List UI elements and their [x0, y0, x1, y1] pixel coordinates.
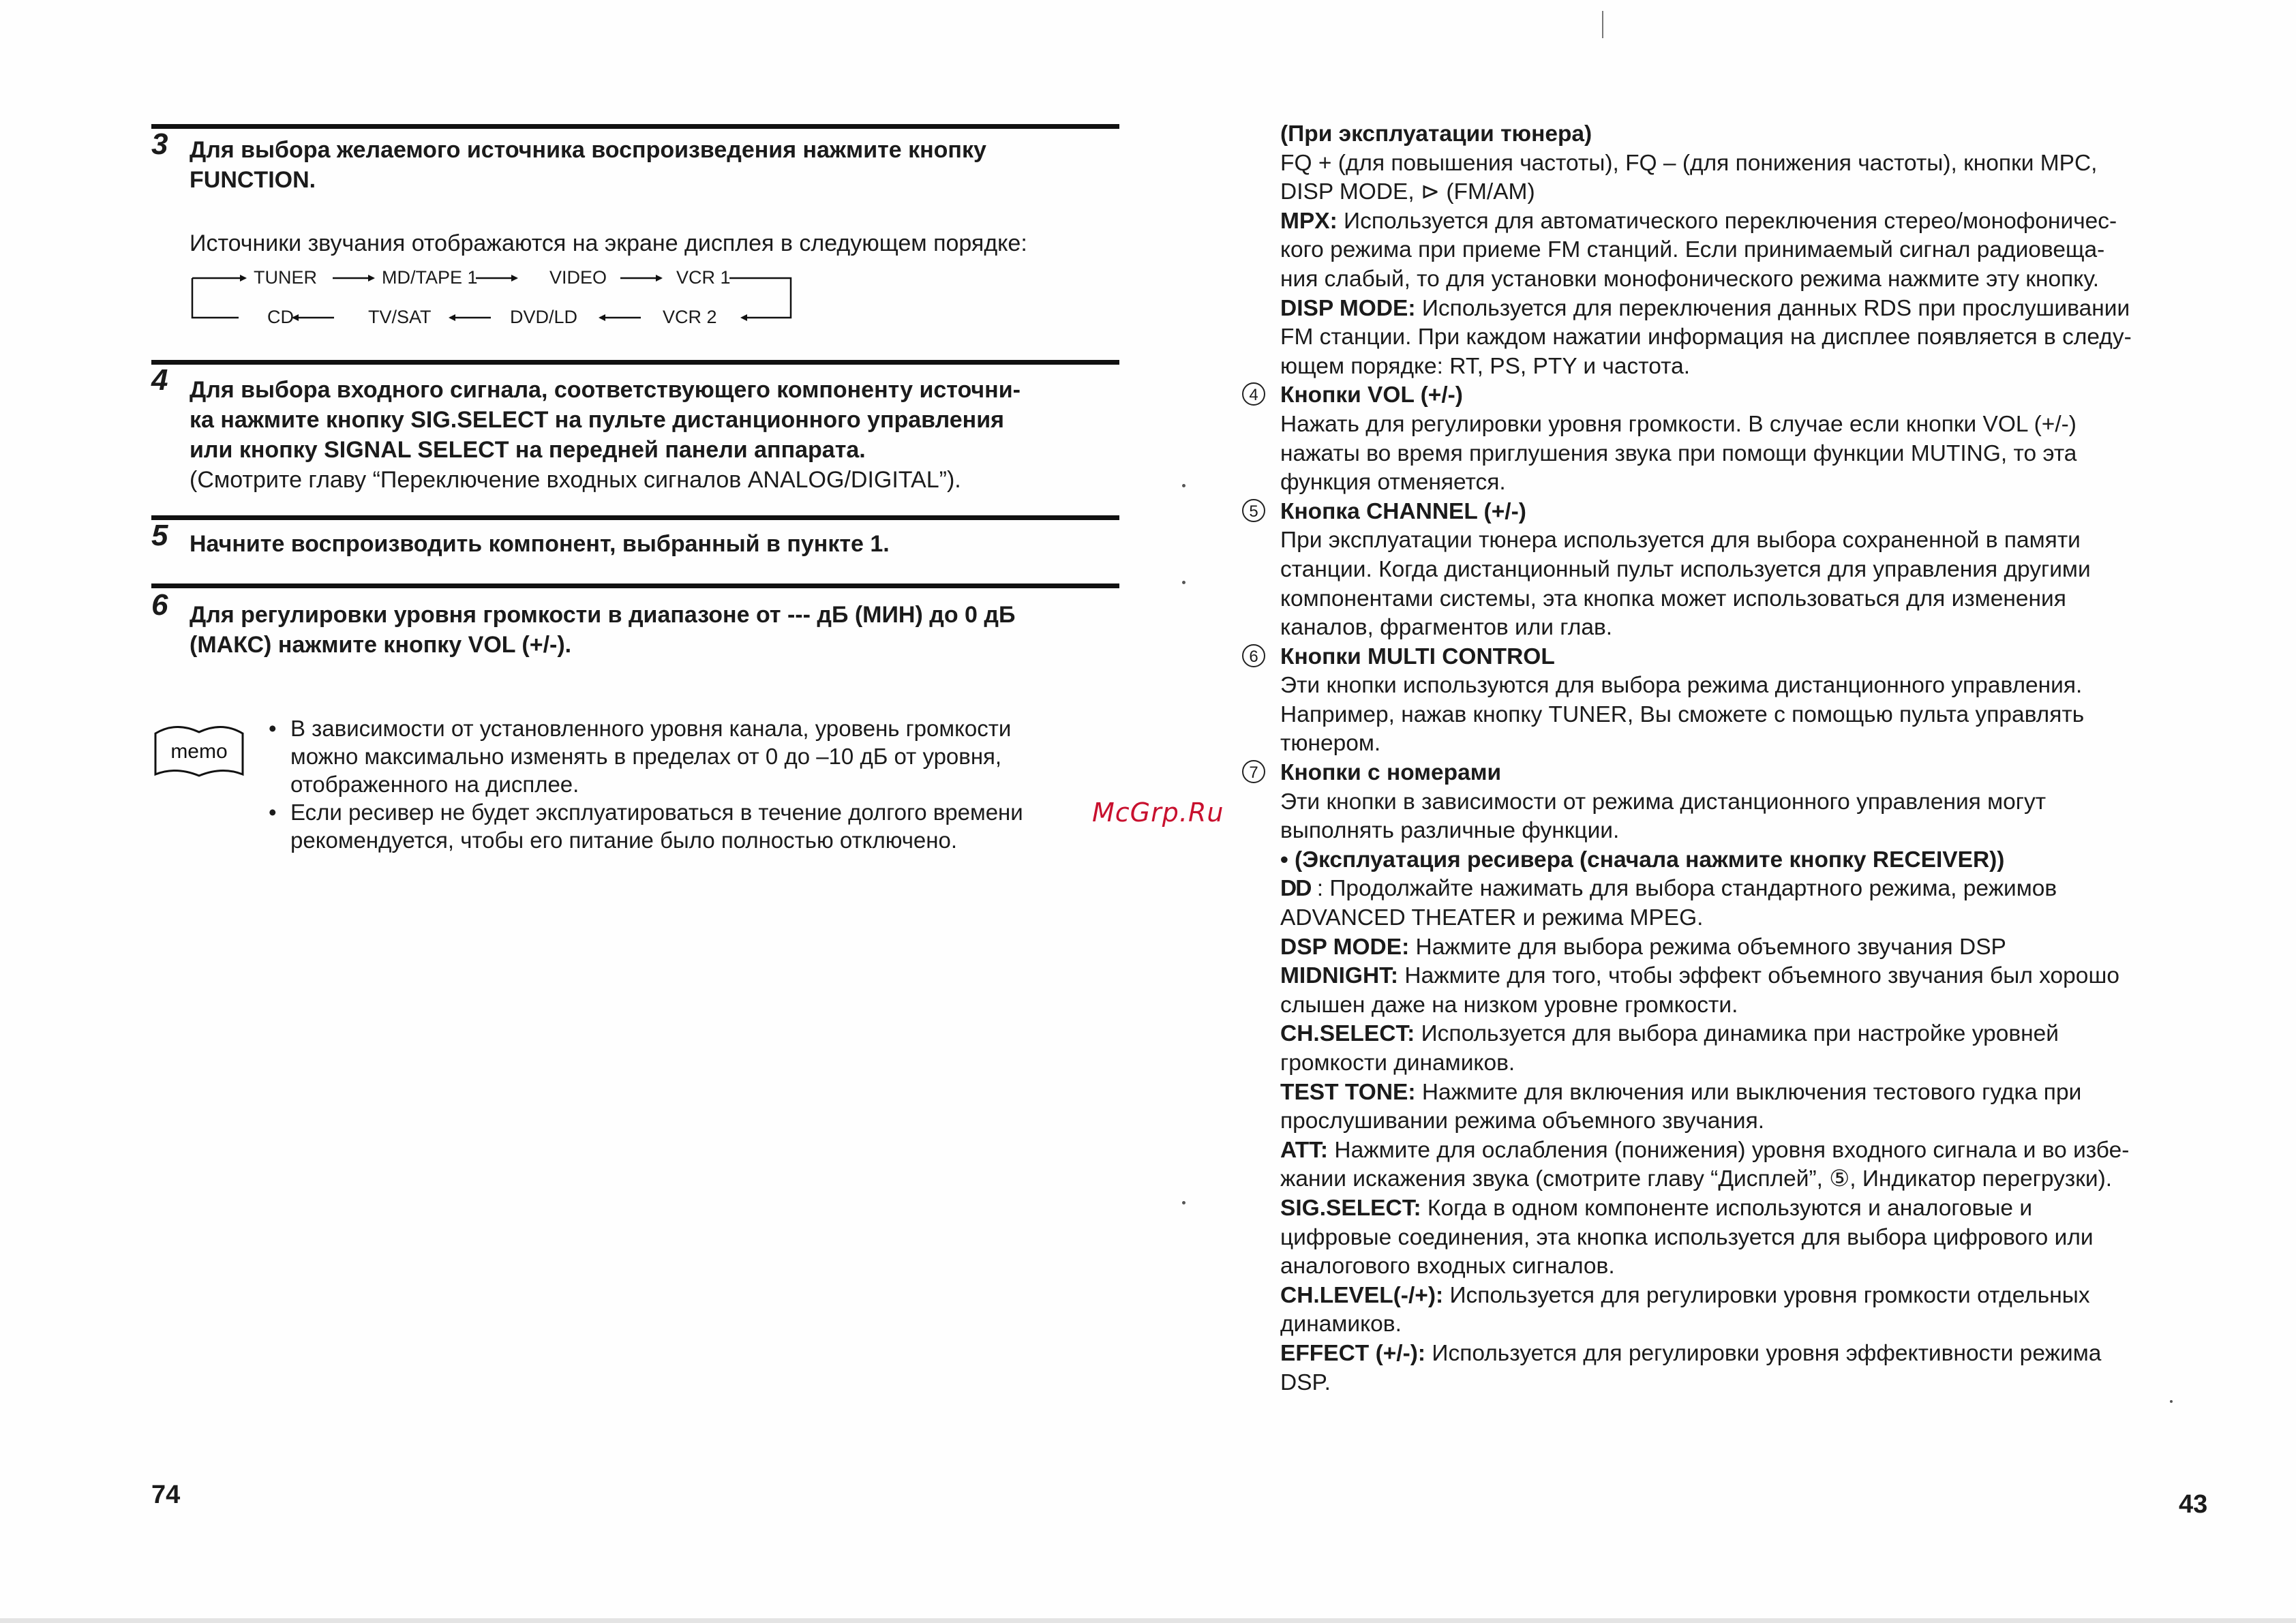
dsp-mode-line1: Нажмите для выбора режима объемного звучания DSP: [1409, 934, 2006, 960]
item-7-line2: выполнять различные функции.: [1280, 818, 1620, 844]
att-line2: жании искажения звука (смотрите главу “Дисплей”, ⑤, Индикатор перегрузки).: [1280, 1166, 2113, 1192]
midnight-line1: Нажмите для того, чтобы эффект объемного звучания был хорошо: [1398, 963, 2119, 989]
memo-notes: [266, 714, 1111, 854]
disp-mode-line3: ющем порядке: RT, PS, PTY и частота.: [1280, 353, 1691, 379]
sig-select-line3: аналогового входных сигналов.: [1280, 1254, 1615, 1279]
flow-bottom-3: DVD/LD: [510, 307, 578, 327]
item-5-number: 5: [1242, 499, 1265, 522]
item-4-line3: функция отменяется.: [1280, 470, 1506, 496]
att-line1: Нажмите для ослабления (понижения) уровня входного сигнала и во избе-: [1328, 1137, 2130, 1163]
step5-number: 5: [151, 519, 168, 552]
memo-bullet-1-line1: • В зависимости от установленного уровня канала, уровень громкости: [290, 716, 1012, 741]
step4-line2: ка нажмите кнопку SIG.SELECT на пульте дистанционного управления: [190, 407, 1004, 433]
item-5-line4: каналов, фрагментов или глав.: [1280, 615, 1613, 641]
item-5-line1: При эксплуатации тюнера используется для выбора сохраненной в памяти: [1280, 528, 2081, 553]
receiver-heading: • (Эксплуатация ресивера (сначала нажмите кнопку RECEIVER)): [1280, 847, 2005, 873]
step6-rule: [151, 583, 1119, 588]
ch-select-line2: громкости динамиков.: [1280, 1050, 1515, 1076]
step4-text: [190, 375, 1123, 495]
step4-number: 4: [151, 363, 168, 397]
memo-bullet-1: [266, 714, 1111, 798]
step6-line1: Для регулировки уровня громкости в диапазоне от --- дБ (МИН) до 0 дБ: [190, 602, 1016, 628]
step3-line1: Для выбора желаемого источника воспроизведения нажмите кнопку: [190, 137, 986, 163]
mpx-line3: ния слабый, то для установки монофонического режима нажмите эту кнопку.: [1280, 266, 2100, 292]
right-page-number: 43: [2179, 1490, 2208, 1519]
step6-number: 6: [151, 588, 168, 622]
right-page: [1249, 120, 2228, 1397]
dsp-mode-label: DSP MODE:: [1280, 934, 1410, 960]
item-6-line3: тюнером.: [1280, 731, 1381, 757]
test-tone-line1: Нажмите для включения или выключения тестового гудка при: [1415, 1079, 2082, 1105]
item-5-heading: Кнопка CHANNEL (+/-): [1280, 498, 1526, 524]
mpx-line2: кого режима при приеме FM станций. Если принимаемый сигнал радиовеща-: [1280, 237, 2105, 263]
watermark-link[interactable]: McGrp.Ru: [1092, 798, 1224, 828]
ch-select-line1: Используется для выбора динамика при настройке уровней: [1415, 1021, 2059, 1047]
item-7-line1: Эти кнопки в зависимости от режима дистанционного управления могут: [1280, 789, 2046, 815]
step3-rule: [151, 124, 1119, 129]
midnight-line2: слышен даже на низком уровне громкости.: [1280, 992, 1738, 1018]
dd-line2: ADVANCED THEATER и режима MPEG.: [1280, 905, 1704, 931]
ch-level-label: CH.LEVEL(-/+):: [1280, 1282, 1444, 1308]
memo-bullet-2: [266, 798, 1111, 854]
item-5-line2: станции. Когда дистанционный пульт используется для управления другими: [1280, 556, 2091, 582]
memo-label: memo: [170, 740, 228, 763]
fold-mark: [1602, 11, 1603, 38]
step5-text: [190, 529, 1117, 559]
step5-rule: [151, 515, 1119, 520]
item-4-heading: Кнопки VOL (+/-): [1280, 382, 1463, 408]
dd-line1: : Продолжайте нажимать для выбора стандартного режима, режимов: [1310, 876, 2057, 902]
sig-select-line1: Когда в одном компоненте используются и аналоговые и: [1421, 1195, 2033, 1221]
test-tone-label: TEST TONE:: [1280, 1079, 1416, 1105]
item-4-number: 4: [1242, 382, 1265, 406]
item-7-heading: Кнопки с номерами: [1280, 760, 1502, 786]
step4-rule: [151, 360, 1119, 365]
item-5: [1249, 498, 2228, 643]
page-bottom-edge: [0, 1618, 2296, 1623]
item-5-line3: компонентами системы, эта кнопка может использоваться для изменения: [1280, 586, 2066, 611]
mpx-label: MPX:: [1280, 208, 1338, 234]
item-7: [1249, 759, 2228, 846]
ch-select-label: CH.SELECT:: [1280, 1021, 1415, 1047]
scan-speck: [1182, 484, 1185, 487]
flow-top-3: VIDEO: [549, 267, 607, 288]
step4-line3: или кнопку SIGNAL SELECT на передней панели аппарата.: [190, 437, 866, 463]
memo-bullet-2-line1: • Если ресивер не будет эксплуатироваться в течение долгого времени: [290, 800, 1023, 825]
memo-bullet-2-line2: рекомендуется, чтобы его питание было полностью отключено.: [290, 828, 958, 853]
dolby-digital-icon: DD: [1280, 876, 1311, 902]
tuner-line1: FQ + (для повышения частоты), FQ – (для понижения частоты), кнопки MPC,: [1280, 150, 2098, 176]
step3-line2: FUNCTION.: [190, 167, 316, 193]
flow-bottom-1: CD: [267, 307, 294, 327]
memo-bullet-1-line3: отображенного на дисплее.: [290, 772, 579, 797]
step6-line2: (МАКС) нажмите кнопку VOL (+/-).: [190, 632, 572, 658]
item-4: [1249, 381, 2228, 497]
item-6-line2: Например, нажав кнопку TUNER, Вы сможете с помощью пульта управлять: [1280, 701, 2085, 727]
tuner-line2: DISP MODE, ⊳ (FM/AM): [1280, 179, 1535, 205]
item-7-number: 7: [1242, 760, 1265, 783]
memo-icon: [151, 718, 247, 780]
flow-top-2: MD/TAPE 1: [382, 267, 478, 288]
flow-bottom-4: VCR 2: [663, 307, 717, 327]
effect-label: EFFECT (+/-):: [1280, 1340, 1426, 1366]
midnight-label: MIDNIGHT:: [1280, 963, 1399, 989]
mpx-line1: Используется для автоматического переключения стерео/монофоничес-: [1337, 208, 2117, 234]
scan-speck: [2170, 1400, 2173, 1403]
step3-number: 3: [151, 127, 168, 161]
effect-line2: DSP.: [1280, 1369, 1331, 1395]
item-6-heading: Кнопки MULTI CONTROL: [1280, 643, 1555, 669]
test-tone-line2: прослушивании режима объемного звучания.: [1280, 1108, 1765, 1134]
disp-mode-line1: Используется для переключения данных RDS при прослушивании: [1415, 295, 2130, 321]
step4-line4: (Смотрите главу “Переключение входных сигналов ANALOG/DIGITAL”).: [190, 467, 961, 493]
flow-top-4: VCR 1: [676, 267, 731, 288]
ch-level-line1: Используется для регулировки уровня громкости отдельных: [1443, 1282, 2090, 1308]
step3-text: [190, 135, 1117, 195]
effect-line1: Используется для регулировки уровня эффективности режима: [1425, 1340, 2102, 1366]
item-6: [1249, 643, 2228, 759]
memo-bullet-1-line2: можно максимально изменять в пределах от 0 до –10 дБ от уровня,: [290, 744, 1002, 769]
item-6-number: 6: [1242, 644, 1265, 667]
disp-mode-line2: FM станции. При каждом нажатии информация на дисплее появляется в следу-: [1280, 324, 2132, 350]
att-label: ATT:: [1280, 1137, 1329, 1163]
step4-line1: Для выбора входного сигнала, соответствующего компоненту источни-: [190, 377, 1021, 403]
flow-bottom-2: TV/SAT: [368, 307, 432, 327]
scan-speck: [1182, 581, 1185, 584]
item-6-line1: Эти кнопки используются для выбора режима дистанционного управления.: [1280, 673, 2083, 699]
item-4-line1: Нажать для регулировки уровня громкости. В случае если кнопки VOL (+/-): [1280, 411, 2076, 437]
step6-text: [190, 600, 1130, 660]
flow-top-1: TUNER: [254, 267, 317, 288]
scan-speck: [1182, 1201, 1185, 1204]
step3-info: Источники звучания отображаются на экране дисплея в следующем порядке:: [190, 230, 1027, 256]
tuner-heading: (При эксплуатации тюнера): [1280, 121, 1592, 147]
ch-level-line2: динамиков.: [1280, 1311, 1402, 1337]
disp-mode-label: DISP MODE:: [1280, 295, 1416, 321]
left-page-number: 74: [151, 1481, 181, 1509]
sig-select-line2: цифровые соединения, эта кнопка используется для выбора цифрового или: [1280, 1224, 2094, 1250]
step5-line1: Начните воспроизводить компонент, выбранный в пункте 1.: [190, 531, 890, 557]
item-4-line2: нажаты во время приглушения звука при помощи функции MUTING, то эта: [1280, 440, 2077, 466]
sig-select-label: SIG.SELECT:: [1280, 1195, 1421, 1221]
